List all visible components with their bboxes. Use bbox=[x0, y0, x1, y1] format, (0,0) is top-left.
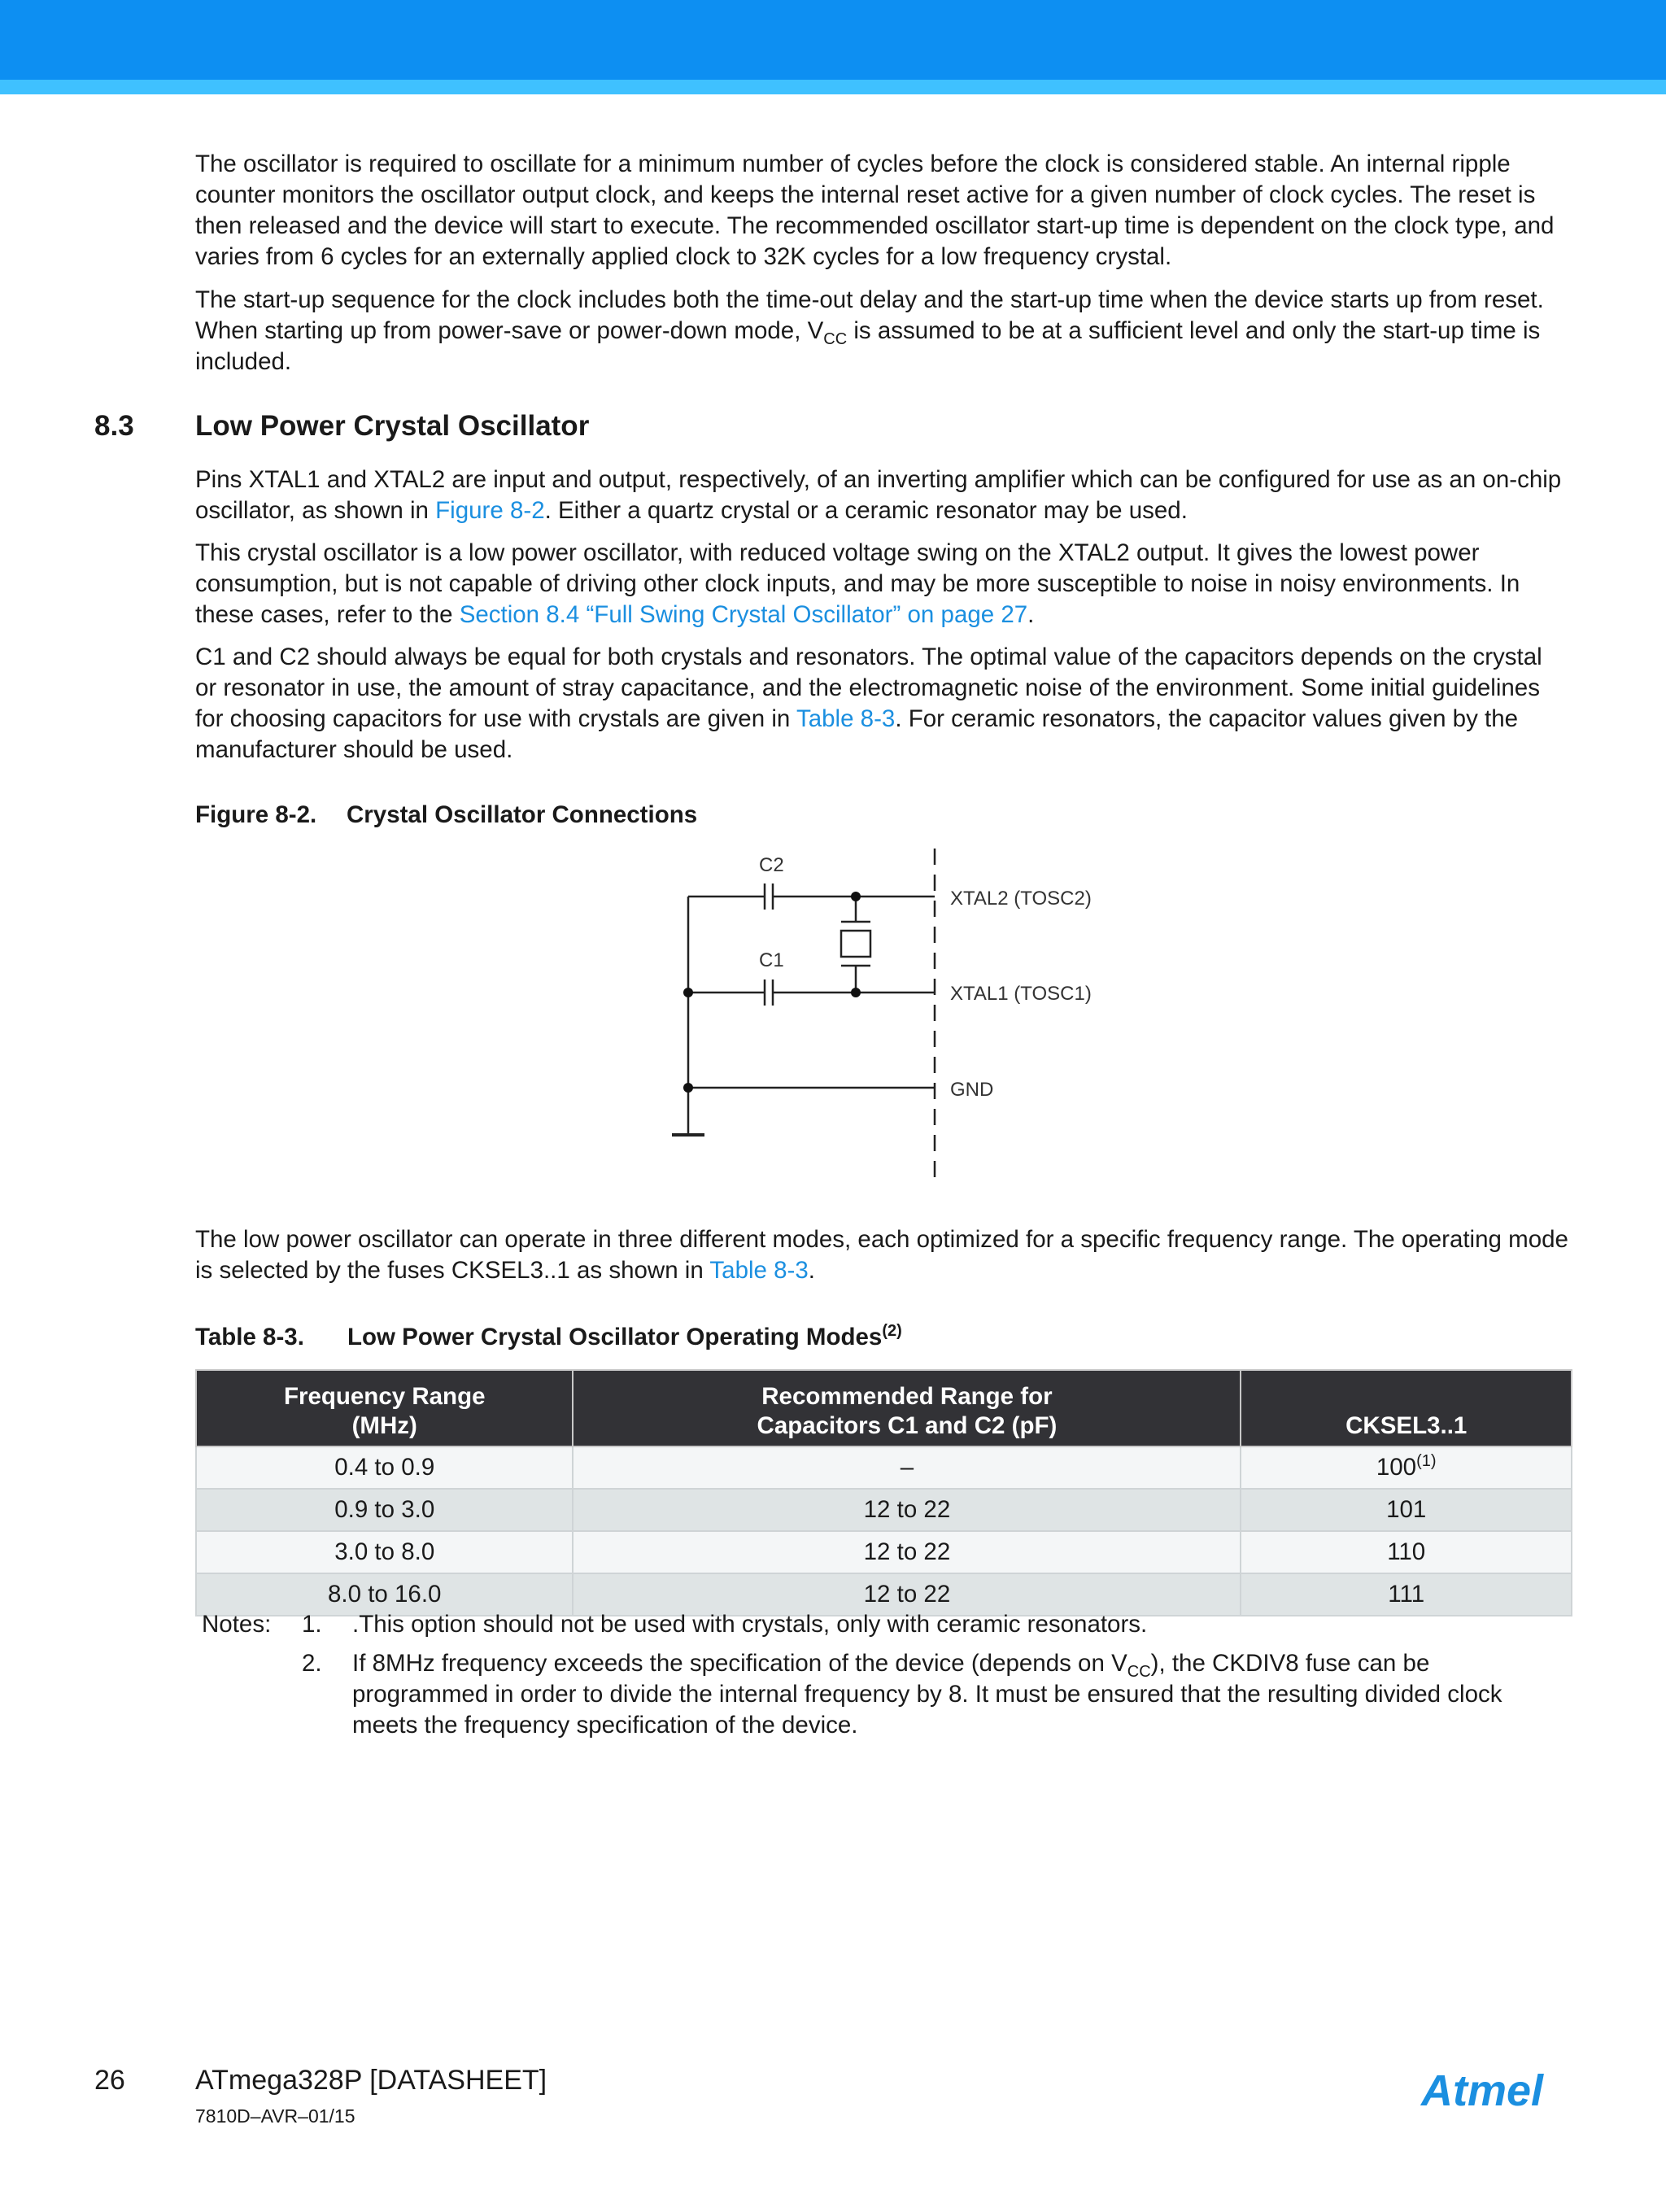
page-number: 26 bbox=[94, 2065, 125, 2096]
section-p2-text-b: . bbox=[1027, 601, 1035, 628]
note-2-vcc-subscript: CC bbox=[1127, 1662, 1151, 1681]
section-p2-text-a: This crystal oscillator is a low power oscillator, with reduced voltage swing on the XTAL2 output. It gives the lowest power consumption, but is not capable of driving other clock inputs, and may be more susceptible to noise in noisy environments. In these cases, refer to the bbox=[195, 539, 1520, 628]
xtal2-label: XTAL2 (TOSC2) bbox=[950, 888, 1092, 910]
junction-dot-xtal2 bbox=[851, 892, 861, 901]
after-figure-paragraph bbox=[195, 1224, 1570, 1286]
c2-label: C2 bbox=[759, 854, 784, 876]
header-freq-line1: Frequency Range bbox=[283, 1383, 486, 1410]
junction-dot-c1-bus bbox=[683, 988, 693, 997]
section-paragraph-1-wrap bbox=[195, 465, 1570, 526]
cell-capacitors: 12 to 22 bbox=[573, 1489, 1241, 1531]
intro-paragraph-2 bbox=[195, 285, 1570, 377]
crystal-oscillator-diagram bbox=[651, 842, 1139, 1184]
after-figure-text-b: . bbox=[808, 1257, 815, 1284]
section-paragraph-2-wrap bbox=[195, 538, 1570, 630]
cell-capacitors: 12 to 22 bbox=[573, 1531, 1241, 1573]
table-8-3-link-2[interactable]: Table 8-3 bbox=[709, 1257, 809, 1284]
intro-p2-text-b: is assumed to be at a sufficient level and only the start-up time is included. bbox=[195, 317, 1541, 375]
header-freq-line2: (MHz) bbox=[351, 1412, 417, 1439]
section-p1-text-b: . Either a quartz crystal or a ceramic resonator may be used. bbox=[544, 497, 1188, 524]
cell-frequency: 0.9 to 3.0 bbox=[196, 1489, 573, 1531]
section-p3-text-b: . For ceramic resonators, the capacitor values given by the manufacturer should be used. bbox=[195, 705, 1519, 763]
cksel-value: 100 bbox=[1376, 1454, 1417, 1481]
junction-dot-xtal1 bbox=[851, 988, 861, 997]
section-p1-text-a: Pins XTAL1 and XTAL2 are input and output, respectively, of an inverting amplifier which can be configured for use as an on-chip oscillator, as shown in bbox=[195, 466, 1562, 524]
operating-modes-table bbox=[195, 1369, 1572, 1616]
atmel-logo-text: Atmel bbox=[1421, 2066, 1544, 2115]
crystal-body bbox=[841, 931, 870, 957]
table-header-row bbox=[196, 1370, 1572, 1446]
cksel-note-ref: (1) bbox=[1416, 1452, 1437, 1471]
header-bar bbox=[0, 0, 1666, 80]
header-cap-line1: Recommended Range for bbox=[761, 1383, 1053, 1410]
section-paragraph-1 bbox=[195, 465, 1570, 526]
table-row bbox=[196, 1489, 1572, 1531]
table-caption bbox=[195, 1322, 902, 1351]
figure-8-2-link[interactable]: Figure 8-2 bbox=[435, 497, 545, 524]
cell-frequency: 3.0 to 8.0 bbox=[196, 1531, 573, 1573]
intro-section bbox=[195, 149, 1570, 273]
intro-section-2 bbox=[195, 285, 1570, 377]
junction-dot-gnd-bus bbox=[683, 1083, 693, 1093]
header-cap-line2: Capacitors C1 and C2 (pF) bbox=[757, 1412, 1058, 1439]
section-paragraph-3-wrap bbox=[195, 642, 1570, 766]
cell-capacitors: 12 to 22 bbox=[573, 1573, 1241, 1616]
table-label: Table 8-3. bbox=[195, 1324, 304, 1350]
section-paragraph-2 bbox=[195, 538, 1570, 630]
xtal1-label: XTAL1 (TOSC1) bbox=[950, 983, 1092, 1005]
note-2-text-a: If 8MHz frequency exceeds the specification of the device (depends on V bbox=[352, 1650, 1127, 1677]
figure-caption bbox=[195, 801, 698, 829]
header-capacitor-range bbox=[573, 1370, 1241, 1446]
section-8-4-link[interactable]: Section 8.4 “Full Swing Crystal Oscillator” on page 27 bbox=[459, 601, 1028, 628]
table-row bbox=[196, 1446, 1572, 1489]
cell-cksel: 110 bbox=[1241, 1531, 1572, 1573]
cell-frequency: 0.4 to 0.9 bbox=[196, 1446, 573, 1489]
note-2-text-b: ), the CKDIV8 fuse can be programmed in order to divide the internal frequency by 8. It must be ensured that the resulting divided clock meets the frequency specification of the device. bbox=[352, 1650, 1502, 1739]
section-paragraph-3 bbox=[195, 642, 1570, 766]
notes-label: Notes: bbox=[202, 1611, 272, 1638]
note-1-text: .This option should not be used with crystals, only with ceramic resonators. bbox=[352, 1611, 1148, 1638]
table-title-wrap bbox=[347, 1324, 902, 1351]
figure-title: Crystal Oscillator Connections bbox=[347, 801, 698, 828]
cell-frequency: 8.0 to 16.0 bbox=[196, 1573, 573, 1616]
cell-cksel bbox=[1241, 1446, 1572, 1489]
section-title: Low Power Crystal Oscillator bbox=[195, 410, 590, 442]
header-frequency-range bbox=[196, 1370, 573, 1446]
after-figure-text-a: The low power oscillator can operate in three different modes, each optimized for a specific frequency range. The operating mode is selected by the fuses CKSEL3..1 as shown in bbox=[195, 1226, 1568, 1284]
after-figure-paragraph-wrap bbox=[195, 1224, 1570, 1286]
table-title: Low Power Crystal Oscillator Operating Modes bbox=[347, 1324, 883, 1350]
table-title-note-ref: (2) bbox=[882, 1322, 902, 1341]
section-p3-text-a: C1 and C2 should always be equal for both crystals and resonators. The optimal value of the capacitors depends on the crystal or resonator in use, the amount of stray capacitance, and the electromagnetic noise of the environment. Some initial guidelines for choosing capacitors for use with crystals are given in bbox=[195, 644, 1542, 732]
figure-label: Figure 8-2. bbox=[195, 801, 317, 828]
cell-capacitors: – bbox=[573, 1446, 1241, 1489]
intro-paragraph-1: The oscillator is required to oscillate for a minimum number of cycles before the clock is considered stable. An internal ripple counter monitors the oscillator output clock, and keeps the internal reset active for a given number of clock cycles. The reset is then released and the device will start to execute. The recommended oscillator start-up time is dependent on the clock type, and varies from 6 cycles for an externally applied clock to 32K cycles for a low frequency crystal. bbox=[195, 151, 1555, 270]
note-1-number: 1. bbox=[302, 1611, 322, 1638]
document-title: ATmega328P [DATASHEET] bbox=[195, 2065, 547, 2096]
cell-cksel: 101 bbox=[1241, 1489, 1572, 1531]
vcc-subscript: CC bbox=[823, 329, 848, 348]
note-2-number: 2. bbox=[302, 1650, 322, 1677]
document-revision: 7810D–AVR–01/15 bbox=[195, 2105, 355, 2127]
atmel-logo bbox=[1420, 2066, 1582, 2115]
section-number: 8.3 bbox=[94, 410, 134, 442]
table-8-3-link[interactable]: Table 8-3 bbox=[796, 705, 896, 732]
intro-p2-text-a: The start-up sequence for the clock includes both the time-out delay and the start-up time when the device starts up from reset. When starting up from power-save or power-down mode, V bbox=[195, 286, 1544, 344]
gnd-label: GND bbox=[950, 1079, 994, 1101]
header-cksel: CKSEL3..1 bbox=[1241, 1370, 1572, 1446]
header-stripe bbox=[0, 80, 1666, 94]
cell-cksel: 111 bbox=[1241, 1573, 1572, 1616]
c1-label: C1 bbox=[759, 949, 784, 971]
table-row bbox=[196, 1531, 1572, 1573]
note-2-text bbox=[352, 1648, 1556, 1741]
